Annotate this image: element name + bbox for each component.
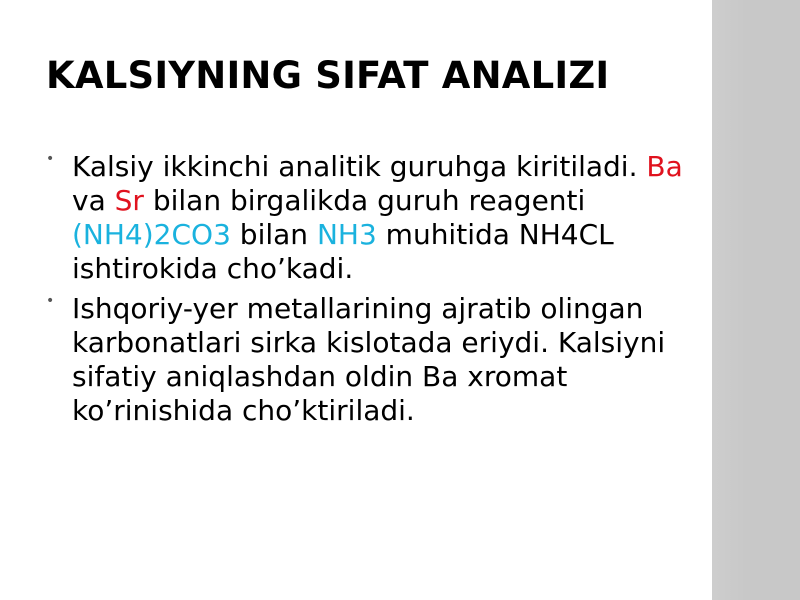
element-ba-highlight: Ba	[646, 150, 683, 183]
reagent-highlight: (NH4)2CO3	[72, 218, 231, 251]
slide-title: KALSIYNING SIFAT ANALIZI	[46, 54, 610, 97]
bullet-icon: •	[46, 151, 55, 167]
bullet-item	[44, 292, 684, 428]
side-band-shade	[712, 0, 800, 600]
bullet-text-segment: bilan birgalikda guruh reagenti	[143, 184, 586, 217]
bullet-text-segment: muhitida NH4CL ishtirokida cho’kadi.	[72, 218, 614, 285]
element-sr-highlight: Sr	[114, 184, 144, 217]
bullet-text-segment: Kalsiy ikkinchi analitik guruhga kiritiladi.	[72, 150, 647, 183]
bullet-item	[44, 150, 684, 286]
bullet-text-segment: Ishqoriy-yer metallarining ajratib olingan karbonatlari sirka kislotada eriydi. Kalsiyni sifatiy aniqlashdan oldin Ba xromat ko’rinishida cho’ktiriladi.	[72, 292, 666, 427]
bullet-icon: •	[46, 293, 55, 309]
bullet-text-segment: bilan	[230, 218, 317, 251]
nh3-highlight: NH3	[316, 218, 377, 251]
side-band-decoration	[712, 0, 800, 600]
bullet-text-segment: va	[72, 184, 115, 217]
bullet-list	[44, 150, 684, 434]
